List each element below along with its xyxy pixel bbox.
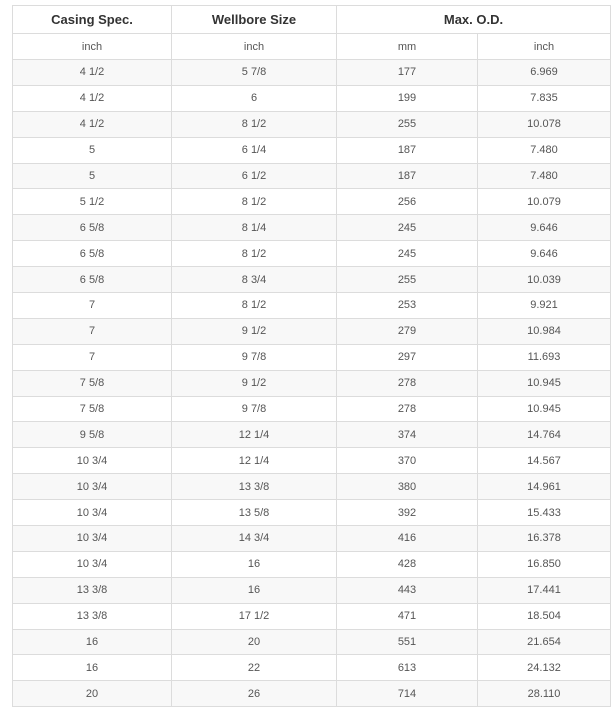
table-row bbox=[13, 448, 611, 474]
max-od-inch-cell: 18.504 bbox=[478, 603, 611, 629]
max-od-mm-cell: 187 bbox=[337, 137, 478, 163]
max-od-mm-cell: 255 bbox=[337, 111, 478, 137]
casing-spec-cell: 10 3/4 bbox=[13, 551, 172, 577]
max-od-inch-cell: 15.433 bbox=[478, 500, 611, 526]
table-row bbox=[13, 85, 611, 111]
wellbore-size-cell: 16 bbox=[172, 551, 337, 577]
unit-cell-casing: inch bbox=[13, 34, 172, 60]
max-od-mm-cell: 380 bbox=[337, 474, 478, 500]
max-od-inch-cell: 10.039 bbox=[478, 267, 611, 293]
max-od-inch-cell: 14.961 bbox=[478, 474, 611, 500]
max-od-mm-cell: 443 bbox=[337, 577, 478, 603]
casing-spec-cell: 6 5/8 bbox=[13, 215, 172, 241]
casing-spec-cell: 6 5/8 bbox=[13, 241, 172, 267]
table-row bbox=[13, 215, 611, 241]
max-od-inch-cell: 7.480 bbox=[478, 163, 611, 189]
wellbore-size-cell: 9 7/8 bbox=[172, 396, 337, 422]
casing-spec-cell: 7 bbox=[13, 344, 172, 370]
table-row bbox=[13, 267, 611, 293]
table-row bbox=[13, 577, 611, 603]
table-row bbox=[13, 137, 611, 163]
table-row bbox=[13, 551, 611, 577]
max-od-mm-cell: 416 bbox=[337, 526, 478, 552]
casing-spec-cell: 13 3/8 bbox=[13, 577, 172, 603]
max-od-inch-cell: 16.378 bbox=[478, 526, 611, 552]
max-od-mm-cell: 714 bbox=[337, 681, 478, 707]
wellbore-size-cell: 12 1/4 bbox=[172, 422, 337, 448]
casing-spec-header: Casing Spec. bbox=[13, 6, 172, 34]
max-od-mm-cell: 370 bbox=[337, 448, 478, 474]
casing-spec-cell: 4 1/2 bbox=[13, 60, 172, 86]
casing-spec-cell: 4 1/2 bbox=[13, 111, 172, 137]
max-od-mm-cell: 374 bbox=[337, 422, 478, 448]
max-od-inch-cell: 24.132 bbox=[478, 655, 611, 681]
wellbore-size-cell: 16 bbox=[172, 577, 337, 603]
table-row bbox=[13, 111, 611, 137]
wellbore-size-cell: 17 1/2 bbox=[172, 603, 337, 629]
max-od-mm-cell: 428 bbox=[337, 551, 478, 577]
casing-spec-cell: 6 5/8 bbox=[13, 267, 172, 293]
max-od-mm-cell: 551 bbox=[337, 629, 478, 655]
max-od-inch-cell: 14.764 bbox=[478, 422, 611, 448]
wellbore-size-cell: 8 1/4 bbox=[172, 215, 337, 241]
max-od-mm-cell: 245 bbox=[337, 241, 478, 267]
max-od-mm-cell: 177 bbox=[337, 60, 478, 86]
max-od-inch-cell: 28.110 bbox=[478, 681, 611, 707]
table-row bbox=[13, 629, 611, 655]
unit-cell-od-mm: mm bbox=[337, 34, 478, 60]
wellbore-size-cell: 8 1/2 bbox=[172, 189, 337, 215]
wellbore-size-cell: 6 bbox=[172, 85, 337, 111]
max-od-inch-cell: 6.969 bbox=[478, 60, 611, 86]
max-od-mm-cell: 199 bbox=[337, 85, 478, 111]
wellbore-size-cell: 6 1/4 bbox=[172, 137, 337, 163]
max-od-inch-cell: 10.079 bbox=[478, 189, 611, 215]
wellbore-size-cell: 5 7/8 bbox=[172, 60, 337, 86]
table-row bbox=[13, 241, 611, 267]
max-od-header: Max. O.D. bbox=[337, 6, 611, 34]
max-od-inch-cell: 9.646 bbox=[478, 241, 611, 267]
table-row bbox=[13, 681, 611, 707]
wellbore-size-header: Wellbore Size bbox=[172, 6, 337, 34]
table-row bbox=[13, 526, 611, 552]
casing-spec-cell: 10 3/4 bbox=[13, 500, 172, 526]
max-od-inch-cell: 7.480 bbox=[478, 137, 611, 163]
table-row bbox=[13, 60, 611, 86]
max-od-mm-cell: 471 bbox=[337, 603, 478, 629]
max-od-inch-cell: 11.693 bbox=[478, 344, 611, 370]
max-od-inch-cell: 7.835 bbox=[478, 85, 611, 111]
max-od-mm-cell: 278 bbox=[337, 396, 478, 422]
table-row bbox=[13, 163, 611, 189]
max-od-inch-cell: 9.921 bbox=[478, 293, 611, 319]
casing-spec-cell: 10 3/4 bbox=[13, 526, 172, 552]
max-od-mm-cell: 297 bbox=[337, 344, 478, 370]
casing-spec-cell: 7 5/8 bbox=[13, 370, 172, 396]
wellbore-size-cell: 20 bbox=[172, 629, 337, 655]
table-row bbox=[13, 474, 611, 500]
max-od-mm-cell: 279 bbox=[337, 318, 478, 344]
wellbore-size-cell: 26 bbox=[172, 681, 337, 707]
casing-spec-cell: 16 bbox=[13, 655, 172, 681]
max-od-inch-cell: 10.945 bbox=[478, 370, 611, 396]
casing-spec-table bbox=[12, 5, 611, 707]
max-od-inch-cell: 21.654 bbox=[478, 629, 611, 655]
table-row bbox=[13, 189, 611, 215]
wellbore-size-cell: 6 1/2 bbox=[172, 163, 337, 189]
casing-spec-cell: 16 bbox=[13, 629, 172, 655]
max-od-inch-cell: 10.945 bbox=[478, 396, 611, 422]
unit-cell-od-inch: inch bbox=[478, 34, 611, 60]
table-body bbox=[13, 60, 611, 707]
max-od-inch-cell: 14.567 bbox=[478, 448, 611, 474]
wellbore-size-cell: 14 3/4 bbox=[172, 526, 337, 552]
wellbore-size-cell: 8 3/4 bbox=[172, 267, 337, 293]
casing-spec-cell: 20 bbox=[13, 681, 172, 707]
max-od-inch-cell: 10.984 bbox=[478, 318, 611, 344]
table-row bbox=[13, 318, 611, 344]
casing-spec-cell: 9 5/8 bbox=[13, 422, 172, 448]
max-od-inch-cell: 9.646 bbox=[478, 215, 611, 241]
max-od-mm-cell: 245 bbox=[337, 215, 478, 241]
casing-spec-cell: 4 1/2 bbox=[13, 85, 172, 111]
casing-spec-cell: 5 1/2 bbox=[13, 189, 172, 215]
casing-spec-cell: 7 bbox=[13, 318, 172, 344]
wellbore-size-cell: 13 3/8 bbox=[172, 474, 337, 500]
unit-row bbox=[13, 34, 611, 60]
table-row bbox=[13, 396, 611, 422]
casing-spec-cell: 7 bbox=[13, 293, 172, 319]
max-od-mm-cell: 278 bbox=[337, 370, 478, 396]
wellbore-size-cell: 22 bbox=[172, 655, 337, 681]
casing-spec-cell: 10 3/4 bbox=[13, 448, 172, 474]
wellbore-size-cell: 8 1/2 bbox=[172, 293, 337, 319]
wellbore-size-cell: 9 1/2 bbox=[172, 318, 337, 344]
table-row bbox=[13, 370, 611, 396]
casing-spec-cell: 5 bbox=[13, 137, 172, 163]
header-row bbox=[13, 6, 611, 34]
wellbore-size-cell: 8 1/2 bbox=[172, 241, 337, 267]
max-od-mm-cell: 253 bbox=[337, 293, 478, 319]
wellbore-size-cell: 13 5/8 bbox=[172, 500, 337, 526]
max-od-mm-cell: 392 bbox=[337, 500, 478, 526]
max-od-mm-cell: 613 bbox=[337, 655, 478, 681]
max-od-mm-cell: 256 bbox=[337, 189, 478, 215]
casing-spec-cell: 13 3/8 bbox=[13, 603, 172, 629]
table-row bbox=[13, 422, 611, 448]
table-row bbox=[13, 655, 611, 681]
wellbore-size-cell: 8 1/2 bbox=[172, 111, 337, 137]
table-row bbox=[13, 344, 611, 370]
max-od-mm-cell: 187 bbox=[337, 163, 478, 189]
wellbore-size-cell: 12 1/4 bbox=[172, 448, 337, 474]
table-row bbox=[13, 603, 611, 629]
max-od-inch-cell: 10.078 bbox=[478, 111, 611, 137]
unit-cell-wellbore: inch bbox=[172, 34, 337, 60]
table-row bbox=[13, 293, 611, 319]
casing-spec-cell: 7 5/8 bbox=[13, 396, 172, 422]
wellbore-size-cell: 9 7/8 bbox=[172, 344, 337, 370]
max-od-mm-cell: 255 bbox=[337, 267, 478, 293]
casing-spec-cell: 10 3/4 bbox=[13, 474, 172, 500]
casing-spec-cell: 5 bbox=[13, 163, 172, 189]
table-row bbox=[13, 500, 611, 526]
wellbore-size-cell: 9 1/2 bbox=[172, 370, 337, 396]
max-od-inch-cell: 16.850 bbox=[478, 551, 611, 577]
max-od-inch-cell: 17.441 bbox=[478, 577, 611, 603]
